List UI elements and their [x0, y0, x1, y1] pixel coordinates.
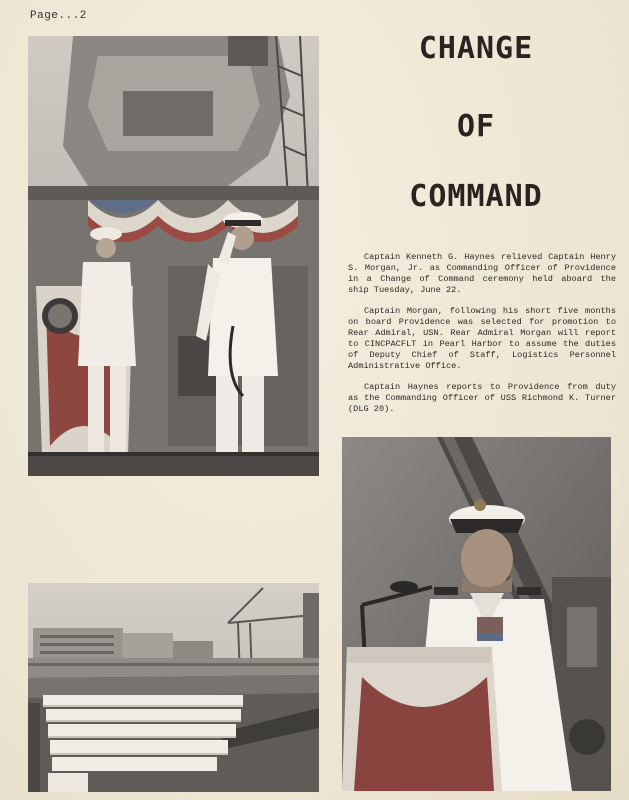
headline-line-3: COMMAND — [409, 179, 543, 214]
page-number: Page...2 — [30, 10, 87, 22]
photo-officer-speaking — [342, 437, 611, 791]
photo-crew-formation — [28, 583, 319, 792]
headline-line-1: CHANGE — [418, 31, 534, 66]
headline-line-2: OF — [456, 109, 496, 144]
photo-officers-saluting — [28, 36, 319, 476]
photo-officers-saluting-image — [28, 36, 319, 476]
article-paragraph: Captain Kenneth G. Haynes relieved Captain Henry S. Morgan, Jr. as Commanding Officer of Providence in a Change of Command ceremony held aboard the ship Tuesday, June 22. — [348, 252, 616, 295]
article-body — [348, 252, 616, 425]
photo-crew-formation-image — [28, 583, 319, 792]
photo-officer-speaking-image — [342, 437, 611, 791]
article-paragraph: Captain Haynes reports to Providence from duty as the Commanding Officer of USS Richmond K. Turner (DLG 20). — [348, 382, 616, 414]
article-paragraph: Captain Morgan, following his short five months on board Providence was selected for promotion to Rear Admiral, USN. Rear Admiral Morgan will report to CINCPACFLT in Pearl Harbor to assume the duties of Deputy Chief of Staff, Logistics Personnel Administrative Office. — [348, 306, 616, 371]
